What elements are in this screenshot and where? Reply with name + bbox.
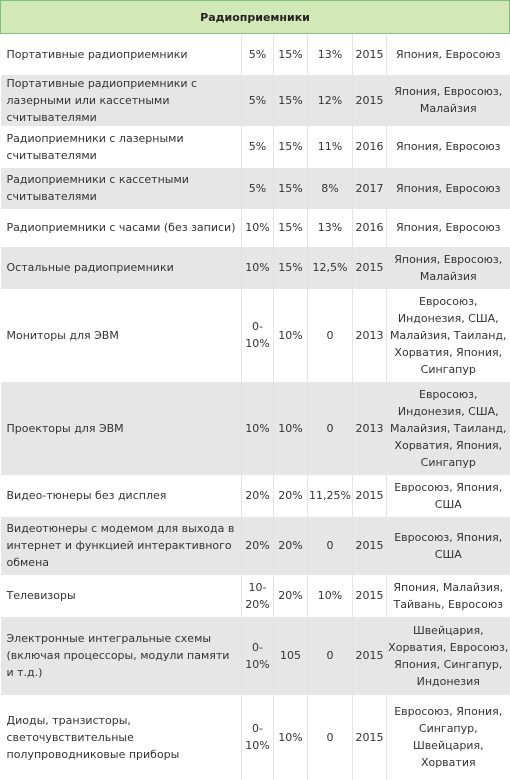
row-name: Мониторы для ЭВМ (1, 289, 242, 382)
table-row (1, 575, 510, 617)
table-row (1, 168, 510, 209)
rate-2: 20% (274, 517, 308, 575)
countries: Евросоюз, Япония, Сингапур, Швейцария, Хорватия (387, 695, 510, 780)
year: 2015 (353, 475, 387, 517)
countries: Япония, Евросоюз (387, 209, 510, 247)
rate-2: 15% (274, 209, 308, 247)
rate-2: 15% (274, 34, 308, 75)
table-row (1, 75, 510, 126)
rate-1: 10-20% (242, 575, 274, 617)
countries: Япония, Евросоюз (387, 34, 510, 75)
rate-2: 20% (274, 475, 308, 517)
year: 2016 (353, 126, 387, 168)
rate-1: 20% (242, 517, 274, 575)
row-name: Видеотюнеры с модемом для выхода в интернет и функцией интерактивного обмена (1, 517, 242, 575)
row-name: Радиоприемники с кассетными считывателями (1, 168, 242, 209)
countries: Япония, Малайзия, Тайвань, Евросоюз (387, 575, 510, 617)
table-row (1, 126, 510, 168)
year: 2015 (353, 695, 387, 780)
year: 2015 (353, 517, 387, 575)
row-name: Диоды, транзисторы, светочувствительные полупроводниковые приборы (1, 695, 242, 780)
countries: Япония, Евросоюз (387, 126, 510, 168)
year: 2015 (353, 75, 387, 126)
table-row (1, 34, 510, 75)
rate-1: 10% (242, 247, 274, 289)
rate-3: 0 (308, 695, 353, 780)
table-row (1, 617, 510, 695)
countries: Япония, Евросоюз, Малайзия (387, 75, 510, 126)
rate-3: 0 (308, 289, 353, 382)
rate-1: 0-10% (242, 289, 274, 382)
rate-1: 5% (242, 168, 274, 209)
row-name: Остальные радиоприемники (1, 247, 242, 289)
rate-2: 105 (274, 617, 308, 695)
rate-3: 0 (308, 382, 353, 475)
rate-1: 5% (242, 34, 274, 75)
row-name: Электронные интегральные схемы (включая процессоры, модули памяти и т.д.) (1, 617, 242, 695)
rate-1: 10% (242, 382, 274, 475)
rate-3: 11,25% (308, 475, 353, 517)
year: 2013 (353, 382, 387, 475)
rate-3: 12,5% (308, 247, 353, 289)
rate-2: 15% (274, 168, 308, 209)
year: 2013 (353, 289, 387, 382)
year: 2015 (353, 34, 387, 75)
rate-3: 11% (308, 126, 353, 168)
rate-2: 15% (274, 126, 308, 168)
countries: Евросоюз, Индонезия, США, Малайзия, Таиланд, Хорватия, Япония, Сингапур (387, 289, 510, 382)
rate-1: 10% (242, 209, 274, 247)
year: 2016 (353, 209, 387, 247)
rate-2: 15% (274, 247, 308, 289)
rate-3: 12% (308, 75, 353, 126)
year: 2015 (353, 575, 387, 617)
table-row (1, 247, 510, 289)
table-row (1, 289, 510, 382)
row-name: Портативные радиоприемники (1, 34, 242, 75)
row-name: Видео-тюнеры без дисплея (1, 475, 242, 517)
countries: Япония, Евросоюз, Малайзия (387, 247, 510, 289)
rate-1: 5% (242, 75, 274, 126)
countries: Евросоюз, Индонезия, США, Малайзия, Таиланд, Хорватия, Япония, Сингапур (387, 382, 510, 475)
countries: Япония, Евросоюз (387, 168, 510, 209)
rate-2: 10% (274, 289, 308, 382)
rate-3: 0 (308, 517, 353, 575)
rate-3: 10% (308, 575, 353, 617)
rate-2: 10% (274, 695, 308, 780)
rate-3: 13% (308, 209, 353, 247)
row-name: Радиоприемники с лазерными считывателями (1, 126, 242, 168)
row-name: Портативные радиоприемники с лазерными или кассетными считывателями (1, 75, 242, 126)
table-row (1, 475, 510, 517)
rate-2: 15% (274, 75, 308, 126)
year: 2017 (353, 168, 387, 209)
row-name: Телевизоры (1, 575, 242, 617)
row-name: Радиоприемники с часами (без записи) (1, 209, 242, 247)
table-header-row (1, 1, 510, 34)
year: 2015 (353, 617, 387, 695)
rate-3: 8% (308, 168, 353, 209)
year: 2015 (353, 247, 387, 289)
rate-1: 0-10% (242, 695, 274, 780)
rate-1: 5% (242, 126, 274, 168)
table-row (1, 517, 510, 575)
table-row (1, 382, 510, 475)
row-name: Проекторы для ЭВМ (1, 382, 242, 475)
countries: Евросоюз, Япония, США (387, 475, 510, 517)
table-row (1, 695, 510, 780)
rate-1: 20% (242, 475, 274, 517)
rate-2: 20% (274, 575, 308, 617)
countries: Швейцария, Хорватия, Евросоюз, Япония, Сингапур, Индонезия (387, 617, 510, 695)
rate-3: 13% (308, 34, 353, 75)
rate-1: 0-10% (242, 617, 274, 695)
table-title: Радиоприемники (1, 1, 510, 34)
rate-3: 0 (308, 617, 353, 695)
rate-2: 10% (274, 382, 308, 475)
table-row (1, 209, 510, 247)
countries: Евросоюз, Япония, США (387, 517, 510, 575)
